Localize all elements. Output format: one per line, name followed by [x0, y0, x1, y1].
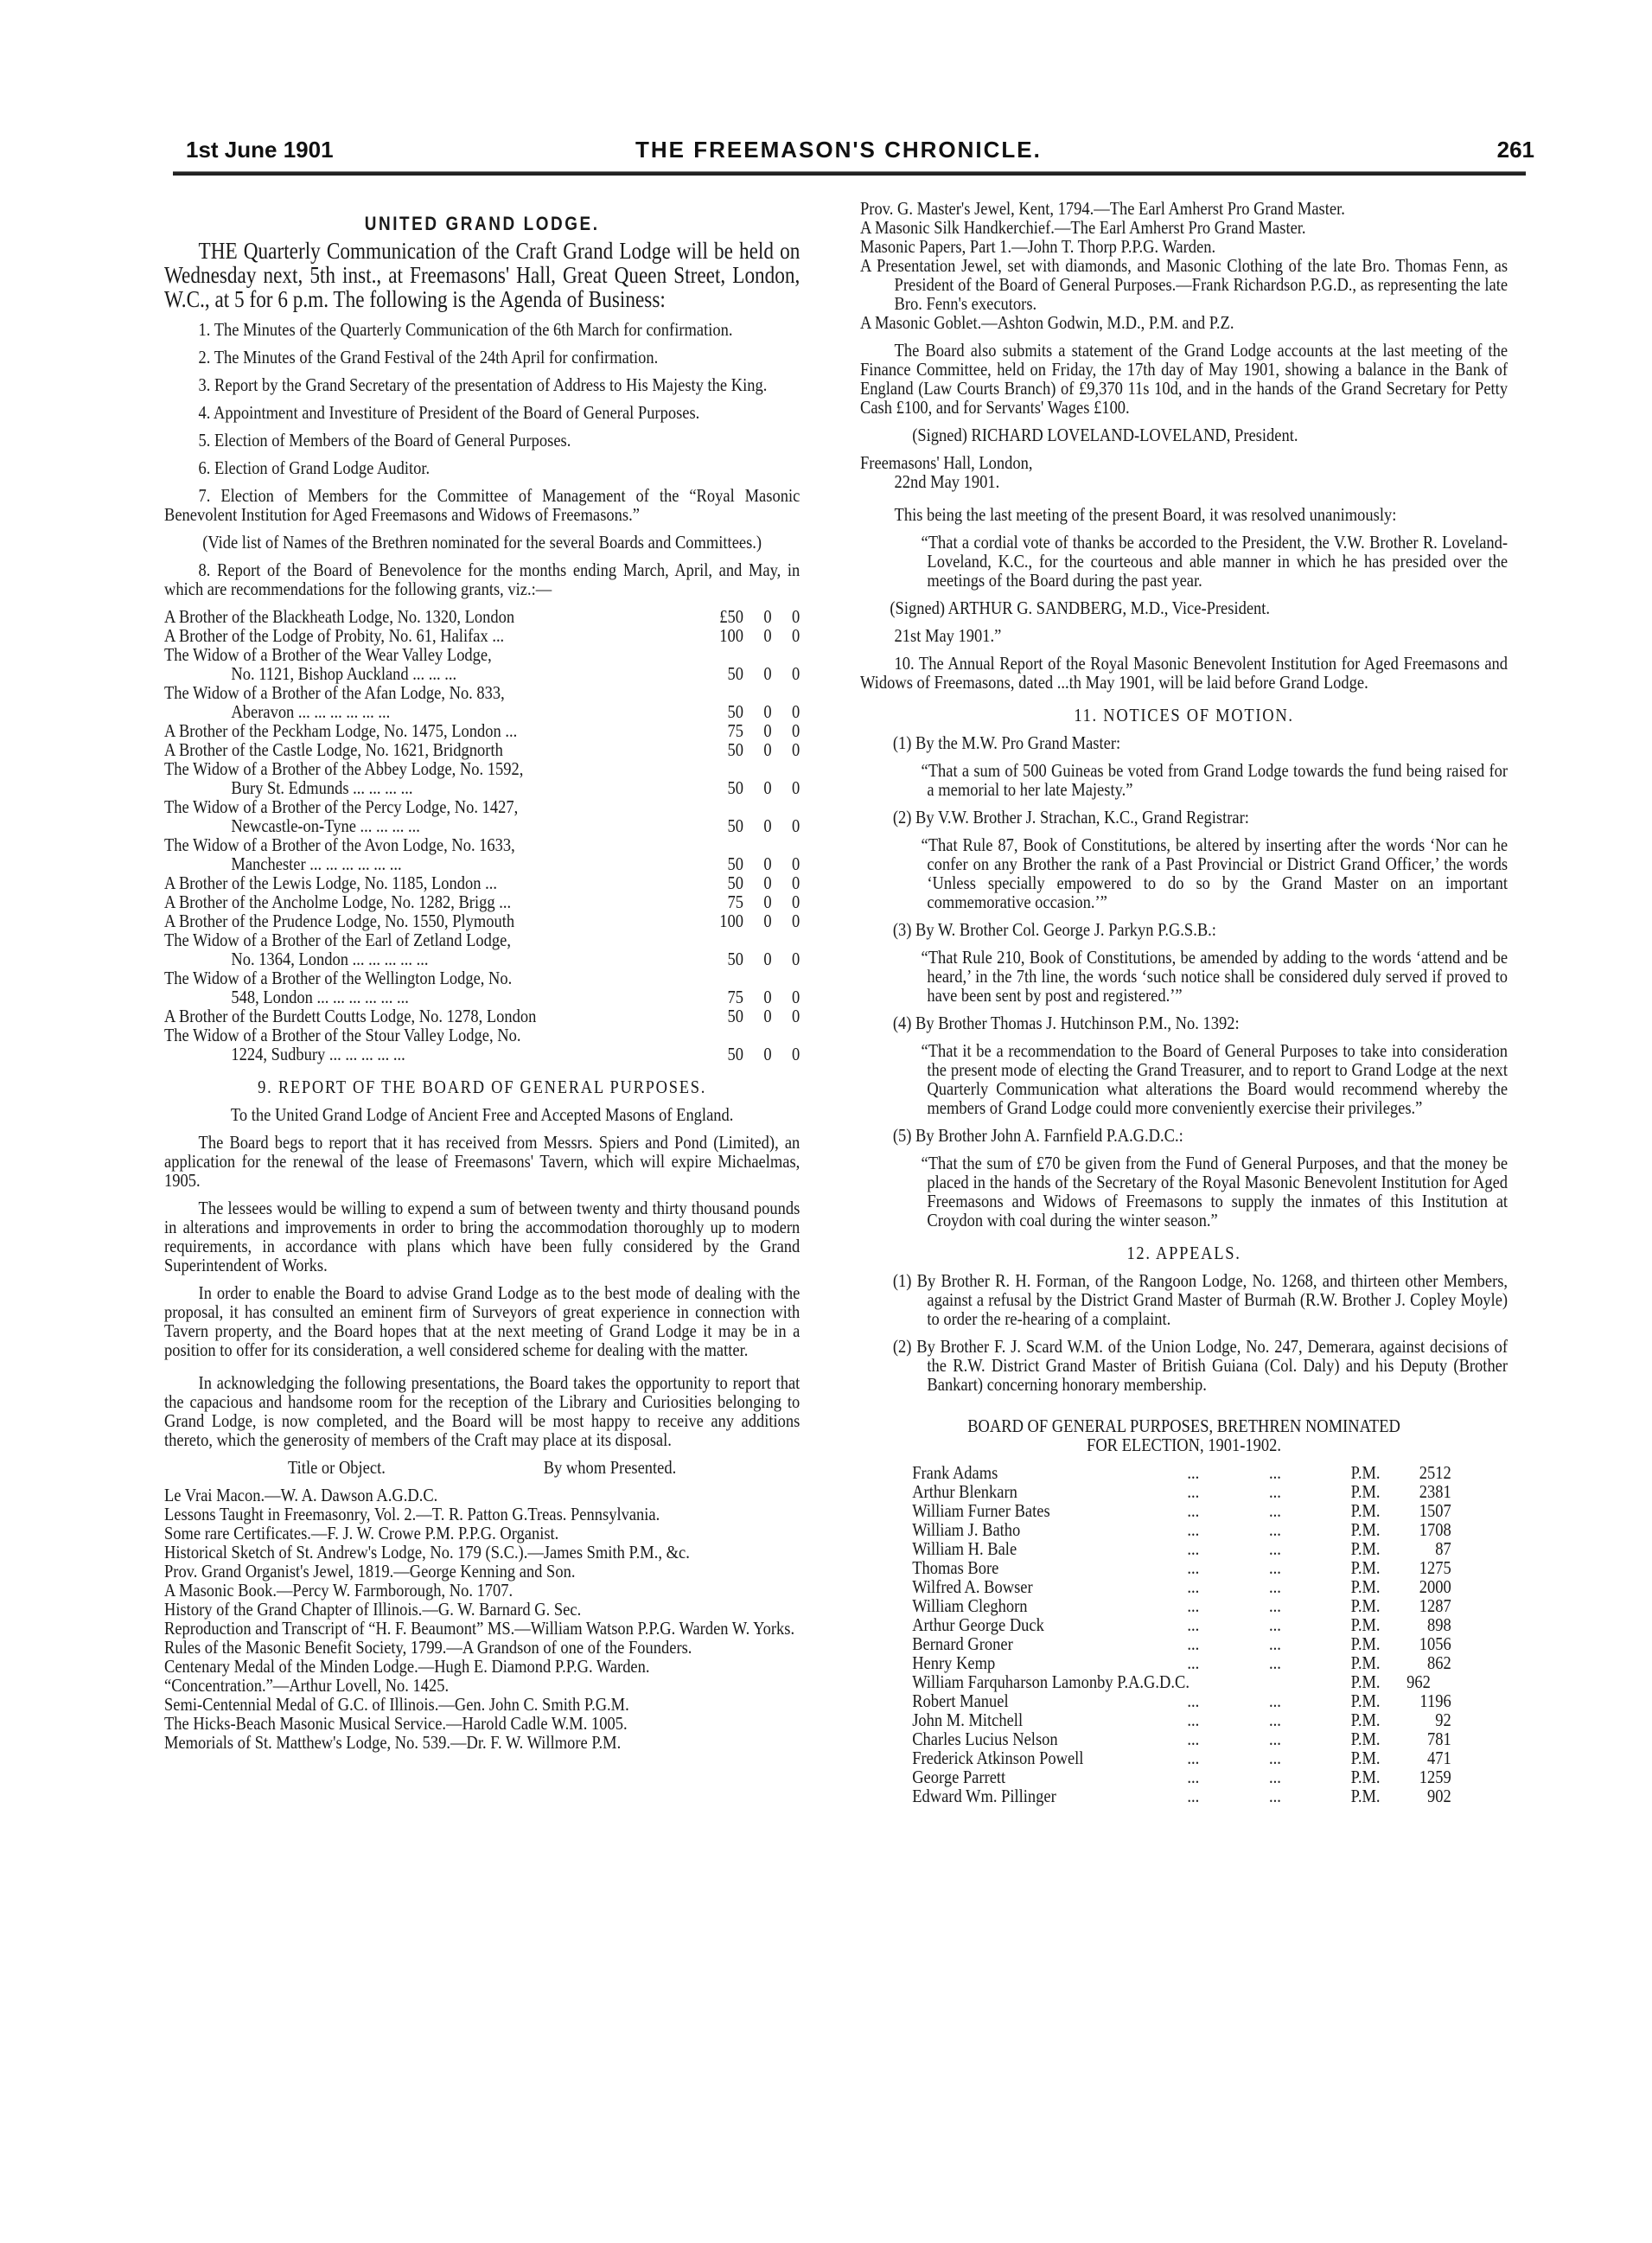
grant-row	[164, 835, 800, 854]
intro-paragraph: THE Quarterly Communication of the Craft Grand Lodge will be held on Wednesday next, 5th inst., at Freemasons' Hall, Great Queen Street, London, W.C., at 5 for 6 p.m. The following is the Agenda of Business:	[164, 238, 800, 312]
pounds: 50	[727, 663, 743, 684]
shillings: 0	[763, 1044, 772, 1064]
nominee-row	[860, 1482, 1508, 1501]
nominee-lodge: 2000	[1419, 1576, 1451, 1597]
pence: 0	[792, 625, 800, 646]
nominee-row	[860, 1691, 1508, 1710]
pounds: 50	[727, 1006, 743, 1026]
shillings: 0	[763, 911, 772, 931]
nominee-rank: P.M.	[1350, 1729, 1381, 1749]
page-header	[186, 130, 1534, 164]
leader-dots: ...	[1187, 1481, 1200, 1502]
appeals-list	[860, 1271, 1508, 1394]
grant-amount	[711, 816, 800, 835]
presentation-item: A Masonic Goblet.—Ashton Godwin, M.D., P.M. and P.Z.	[860, 312, 1234, 333]
vide-note: (Vide list of Names of the Brethren nominated for the several Boards and Committees.)	[202, 532, 762, 553]
leader-dots: ...	[1187, 1595, 1200, 1616]
nominee-name: Henry Kemp	[912, 1652, 996, 1673]
nominee-name: William Furner Bates	[912, 1500, 1050, 1521]
presentation-item: Masonic Papers, Part 1.—John T. Thorp P.P.G. Warden.	[860, 236, 1216, 257]
place: Freemasons' Hall, London,	[860, 452, 1033, 473]
nominee-name: William Cleghorn	[912, 1595, 1028, 1616]
nominee-name: John M. Mitchell	[912, 1709, 1024, 1730]
grant-recipient-cont: No. 1364, London ... ... ... ... ...	[231, 949, 429, 969]
motions-list	[860, 733, 1508, 1230]
presentation-item: Some rare Certificates.—F. J. W. Crowe P.M. P.P.G. Organist.	[164, 1523, 559, 1543]
pounds: 75	[727, 891, 743, 912]
publication-title: THE FREEMASON'S CHRONICLE.	[635, 137, 1042, 163]
grant-row	[164, 626, 800, 645]
grant-row	[164, 892, 800, 911]
nominee-rank: P.M.	[1350, 1671, 1381, 1692]
presentation-item: Semi-Centennial Medal of G.C. of Illinois.—Gen. John C. Smith P.G.M.	[164, 1694, 629, 1715]
pence: 0	[792, 815, 800, 836]
leader-dots: ...	[1187, 1462, 1200, 1483]
nominee-name: Frederick Atkinson Powell	[912, 1748, 1084, 1768]
item-11-title: 11. NOTICES OF MOTION.	[1074, 705, 1294, 725]
leader-dots: ...	[1187, 1652, 1200, 1673]
leader-dots: ...	[1269, 1519, 1281, 1540]
grant-recipient-cont: Bury St. Edmunds ... ... ... ...	[231, 777, 413, 798]
leader-dots: ...	[1269, 1557, 1281, 1578]
grant-amount	[711, 626, 800, 645]
leader-dots: ...	[1269, 1614, 1281, 1635]
nominee-name: William Farquharson Lamonby P.A.G.D.C.	[912, 1671, 1190, 1692]
leader-dots: ...	[1187, 1690, 1200, 1711]
leader-dots: ...	[1269, 1690, 1281, 1711]
presentation-item: A Presentation Jewel, set with diamonds, and Masonic Clothing of the late Bro. Thomas Fenn, as President of the Board of General Purposes.—Frank Richardson P.G.D., as representing the late Bro. Fenn's executors.	[860, 255, 1508, 314]
motion-text: “That the sum of £70 be given from the Fund of General Purposes, and that the money be placed in the hands of the Secretary of the Royal Masonic Benevolent Institution for Aged Freemasons and Widows of Freemasons to supply the inmates of this Institution at Croydon with coal during the winter season.”	[921, 1153, 1508, 1230]
motion-mover: (5) By Brother John A. Farnfield P.A.G.D.C.:	[892, 1125, 1183, 1146]
nominee-row	[860, 1748, 1508, 1767]
nominee-lodge: 902	[1426, 1786, 1451, 1806]
nominee-lodge: 1275	[1419, 1557, 1451, 1578]
shillings: 0	[763, 720, 772, 741]
leader-dots: ...	[1187, 1557, 1200, 1578]
grant-recipient: A Brother of the Blackheath Lodge, No. 1320, London	[164, 606, 515, 627]
nominee-rank: P.M.	[1350, 1690, 1381, 1711]
leader-dots: ...	[1269, 1481, 1281, 1502]
nominee-rank: P.M.	[1350, 1633, 1381, 1654]
pence: 0	[792, 987, 800, 1007]
motion-text: “That Rule 210, Book of Constitutions, be amended by adding to the words ‘attend and be heard,’ in the 7th line, the words ‘such notice shall be considered duly served if proved to have been sent by post and registered.’”	[921, 947, 1508, 1006]
shillings: 0	[763, 853, 772, 874]
pounds: 100	[719, 911, 743, 931]
leader-dots: ...	[1269, 1500, 1281, 1521]
presentation-item: A Masonic Silk Handkerchief.—The Earl Amherst Pro Grand Master.	[860, 217, 1306, 238]
agenda-item: 5. Election of Members of the Board of General Purposes.	[198, 430, 571, 451]
leader-dots: ...	[1269, 1462, 1281, 1483]
nominee-rank: P.M.	[1350, 1557, 1381, 1578]
item-10: 10. The Annual Report of the Royal Masonic Benevolent Institution for Aged Freemasons and Widows of Freemasons, dated ...th May 1901, will be laid before Grand Lodge.	[860, 653, 1508, 693]
pounds: 50	[727, 739, 743, 760]
nominee-lodge: 1196	[1419, 1690, 1451, 1711]
signed-vice-president: (Signed) ARTHUR G. SANDBERG, M.D., Vice-President.	[890, 597, 1271, 618]
grant-amount	[711, 664, 800, 683]
nominee-rank: P.M.	[1350, 1519, 1381, 1540]
grant-recipient: The Widow of a Brother of the Earl of Zetland Lodge,	[164, 930, 511, 950]
grant-amount	[711, 1006, 800, 1026]
agenda-list	[164, 320, 800, 524]
grant-row	[164, 968, 800, 987]
grant-row	[164, 797, 800, 816]
grant-row	[164, 1026, 800, 1045]
agenda-item: 4. Appointment and Investiture of President of the Board of General Purposes.	[198, 402, 700, 423]
nominee-lodge: 87	[1435, 1538, 1451, 1559]
grant-recipient: The Widow of a Brother of the Abbey Lodge, No. 1592,	[164, 758, 524, 779]
leader-dots: ...	[1269, 1767, 1281, 1787]
presentation-item: Historical Sketch of St. Andrew's Lodge, No. 179 (S.C.).—James Smith P.M., &c.	[164, 1542, 690, 1562]
nominee-name: Frank Adams	[912, 1462, 998, 1483]
nominees-subtitle: FOR ELECTION, 1901-1902.	[1087, 1435, 1282, 1455]
grant-recipient: The Widow of a Brother of the Afan Lodge, No. 833,	[164, 682, 505, 703]
pence: 0	[792, 872, 800, 893]
grant-amount	[711, 702, 800, 721]
grant-row	[164, 816, 800, 835]
grant-recipient: A Brother of the Peckham Lodge, No. 1475, London ...	[164, 720, 518, 741]
nominee-lodge: 962	[1406, 1671, 1431, 1692]
nominee-lodge: 1056	[1419, 1633, 1451, 1654]
grant-amount	[711, 911, 800, 930]
motion-mover: (3) By W. Brother Col. George J. Parkyn P.G.S.B.:	[892, 919, 1216, 940]
grant-row	[164, 759, 800, 778]
nominee-lodge: 781	[1426, 1729, 1451, 1749]
nominee-lodge: 1259	[1419, 1767, 1451, 1787]
grant-amount	[711, 892, 800, 911]
grant-recipient: The Widow of a Brother of the Stour Valley Lodge, No.	[164, 1025, 521, 1045]
nominee-rank: P.M.	[1350, 1767, 1381, 1787]
shillings: 0	[763, 872, 772, 893]
shillings: 0	[763, 987, 772, 1007]
nominee-rank: P.M.	[1350, 1595, 1381, 1616]
leader-dots: ...	[1187, 1633, 1200, 1654]
leader-dots: ...	[1187, 1519, 1200, 1540]
nominee-name: George Parrett	[912, 1767, 1006, 1787]
motion-text: “That Rule 87, Book of Constitutions, be altered by inserting after the words ‘Nor can he confer on any Brother the rank of a Past Provincial or District Grand Officer,’ the words ‘Unless specially empowered to do so by the Grand Master on an important commemorative occasion.’”	[921, 834, 1508, 912]
grant-row	[164, 778, 800, 797]
grant-row	[164, 1045, 800, 1064]
grant-row	[164, 664, 800, 683]
nominee-lodge: 2381	[1419, 1481, 1451, 1502]
pounds: 75	[727, 987, 743, 1007]
nominee-name: Wilfred A. Bowser	[912, 1576, 1033, 1597]
leader-dots: ...	[1187, 1767, 1200, 1787]
grant-recipient: A Brother of the Burdett Coutts Lodge, No. 1278, London	[164, 1006, 537, 1026]
accounts-paragraph: The Board also submits a statement of the Grand Lodge accounts at the last meeting of the Finance Committee, held on Friday, the 17th day of May 1901, showing a balance in the Bank of England (Law Courts Branch) of £9,370 11s 10d, and in the hands of the Grand Secretary for Petty Cash £100, and for Servants' Wages £100.	[860, 340, 1508, 418]
nominee-rank: P.M.	[1350, 1576, 1381, 1597]
nominee-row	[860, 1729, 1508, 1748]
report-paragraphs	[164, 1133, 800, 1449]
grant-amount	[711, 740, 800, 759]
leader-dots: ...	[1269, 1538, 1281, 1559]
agenda-item: 7. Election of Members for the Committee of Management of the “Royal Masonic Benevolent Institution for Aged Freemasons and Widows of Freemasons.”	[164, 485, 800, 525]
grant-amount	[711, 1045, 800, 1064]
grant-row	[164, 645, 800, 664]
issue-date: 1st June 1901	[186, 137, 334, 163]
presentations-header	[164, 1458, 800, 1477]
item-9-address: To the United Grand Lodge of Ancient Free and Accepted Masons of England.	[230, 1104, 734, 1125]
shillings: 0	[763, 1006, 772, 1026]
nominee-name: Bernard Groner	[912, 1633, 1013, 1654]
nominee-row	[860, 1463, 1508, 1482]
item-12-title: 12. APPEALS.	[1126, 1243, 1241, 1263]
grant-amount	[711, 854, 800, 873]
presentations-list-continued	[860, 199, 1508, 332]
pence: 0	[792, 1044, 800, 1064]
nominee-name: Arthur Blenkarn	[912, 1481, 1017, 1502]
pence: 0	[792, 739, 800, 760]
agenda-item: 3. Report by the Grand Secretary of the presentation of Address to His Majesty the King.	[198, 374, 768, 395]
nominee-lodge: 1507	[1419, 1500, 1451, 1521]
nominee-name: William J. Batho	[912, 1519, 1021, 1540]
pounds: 50	[727, 872, 743, 893]
presentation-item: History of the Grand Chapter of Illinois.—G. W. Barnard G. Sec.	[164, 1599, 582, 1620]
appeal-item: (1) By Brother R. H. Forman, of the Rangoon Lodge, No. 1268, and thirteen other Members, against a refusal by the District Grand Master of Burmah (R.W. Brother J. Copley Moyle) to order the re-hearing of a complaint.	[892, 1270, 1508, 1329]
grant-recipient-cont: 548, London ... ... ... ... ... ...	[231, 987, 409, 1007]
presentation-item: Centenary Medal of the Minden Lodge.—Hugh E. Diamond P.P.G. Warden.	[164, 1656, 650, 1677]
motion-text: “That it be a recommendation to the Board of General Purposes to take into consideration the present mode of electing the Grand Treasurer, and to report to Grand Lodge at the next Quarterly Communication what alterations the Board would recommend whereby the members of Grand Lodge could more conveniently exercise their privileges.”	[921, 1040, 1508, 1118]
nominee-name: Thomas Bore	[912, 1557, 999, 1578]
grant-row	[164, 987, 800, 1006]
appeal-item: (2) By Brother F. J. Scard W.M. of the Union Lodge, No. 247, Demerara, against decisions of the R.W. District Grand Master of British Guiana (Col. Daly) and his Deputy (Brother Bankart) concerning honorary membership.	[892, 1336, 1508, 1395]
pounds: 50	[727, 815, 743, 836]
nominee-row	[860, 1634, 1508, 1653]
agenda-item: 6. Election of Grand Lodge Auditor.	[198, 457, 431, 478]
page-number: 261	[1496, 137, 1534, 163]
nominee-name: Arthur George Duck	[912, 1614, 1044, 1635]
presentation-item: Le Vrai Macon.—W. A. Dawson A.G.D.C.	[164, 1485, 438, 1505]
nominee-row	[860, 1767, 1508, 1786]
col-title-object: Title or Object.	[288, 1457, 386, 1478]
item-8: 8. Report of the Board of Benevolence for the months ending March, April, and May, in which are recommendations for the following grants, viz.:—	[164, 559, 800, 599]
leader-dots: ...	[1269, 1786, 1281, 1806]
nominee-lodge: 862	[1426, 1652, 1451, 1673]
leader-dots: ...	[1187, 1538, 1200, 1559]
leader-dots: ...	[1269, 1576, 1281, 1597]
item-9-title: 9. REPORT OF THE BOARD OF GENERAL PURPOSES.	[258, 1077, 707, 1097]
grant-recipient: The Widow of a Brother of the Percy Lodge, No. 1427,	[164, 796, 519, 817]
nominees-table	[860, 1463, 1508, 1805]
grant-recipient: The Widow of a Brother of the Wellington Lodge, No.	[164, 968, 513, 988]
grant-recipient: A Brother of the Castle Lodge, No. 1621, Bridgnorth	[164, 739, 503, 760]
grant-row	[164, 911, 800, 930]
leader-dots: ...	[1187, 1576, 1200, 1597]
grant-recipient-cont: Manchester ... ... ... ... ... ...	[231, 853, 402, 874]
presentation-item: Rules of the Masonic Benefit Society, 1799.—A Grandson of one of the Founders.	[164, 1637, 692, 1658]
nominee-row	[860, 1596, 1508, 1615]
signed-president: (Signed) RICHARD LOVELAND-LOVELAND, President.	[912, 425, 1298, 445]
leader-dots: ...	[1269, 1729, 1281, 1749]
presentation-item: “Concentration.”—Arthur Lovell, No. 1425.	[164, 1675, 450, 1696]
grant-recipient-cont: No. 1121, Bishop Auckland ... ... ...	[231, 663, 457, 684]
leader-dots: ...	[1187, 1786, 1200, 1806]
nominee-row	[860, 1710, 1508, 1729]
report-paragraph: The lessees would be willing to expend a sum of between twenty and thirty thousand pounds in alterations and improvements in order to bring the accommodation thoroughly up to modern requirements, in accordance with plans which have been fully considered by the Grand Superintendent of Works.	[164, 1198, 800, 1275]
presentation-item: Prov. G. Master's Jewel, Kent, 1794.—The Earl Amherst Pro Grand Master.	[860, 198, 1345, 219]
grant-row	[164, 683, 800, 702]
pence: 0	[792, 606, 800, 627]
pounds: 50	[727, 777, 743, 798]
leader-dots: ...	[1269, 1652, 1281, 1673]
grant-recipient: A Brother of the Lodge of Probity, No. 61, Halifax ...	[164, 625, 505, 646]
nominee-row	[860, 1577, 1508, 1596]
grant-row	[164, 721, 800, 740]
nominee-rank: P.M.	[1350, 1614, 1381, 1635]
leader-dots: ...	[1269, 1709, 1281, 1730]
nominee-rank: P.M.	[1350, 1462, 1381, 1483]
nominee-lodge: 92	[1435, 1709, 1451, 1730]
report-paragraph: In acknowledging the following presentations, the Board takes the opportunity to report that the capacious and handsome room for the reception of the Library and Curiosities belonging to Grand Lodge, is now completed, and the Board will be most happy to receive any additions thereto, which the generosity of members of the Craft may place at its disposal.	[164, 1372, 800, 1450]
grant-amount	[711, 721, 800, 740]
shillings: 0	[763, 815, 772, 836]
nominee-name: Robert Manuel	[912, 1690, 1009, 1711]
nominee-rank: P.M.	[1350, 1538, 1381, 1559]
nominee-rank: P.M.	[1350, 1709, 1381, 1730]
shillings: 0	[763, 891, 772, 912]
shillings: 0	[763, 701, 772, 722]
left-column	[164, 199, 800, 1752]
leader-dots: ...	[1269, 1595, 1281, 1616]
shillings: 0	[763, 739, 772, 760]
nominees-title: BOARD OF GENERAL PURPOSES, BRETHREN NOMINATED	[967, 1415, 1400, 1436]
grant-recipient-cont: 1224, Sudbury ... ... ... ... ...	[231, 1044, 405, 1064]
grant-row	[164, 873, 800, 892]
nominee-row	[860, 1653, 1508, 1672]
grant-row	[164, 854, 800, 873]
presentation-item: Lessons Taught in Freemasonry, Vol. 2.—T. R. Patton G.Treas. Pennsylvania.	[164, 1504, 660, 1524]
nominee-row	[860, 1520, 1508, 1539]
leader-dots: ...	[1269, 1633, 1281, 1654]
place-date: 22nd May 1901.	[894, 471, 1000, 492]
pounds: 75	[727, 720, 743, 741]
grant-recipient-cont: Aberavon ... ... ... ... ... ...	[231, 701, 391, 722]
grant-recipient: A Brother of the Prudence Lodge, No. 1550, Plymouth	[164, 911, 515, 931]
motion-mover: (1) By the M.W. Pro Grand Master:	[892, 732, 1121, 753]
pounds: 50	[727, 949, 743, 969]
shillings: 0	[763, 606, 772, 627]
nominee-rank: P.M.	[1350, 1652, 1381, 1673]
pounds: 100	[719, 625, 743, 646]
presentation-item: Prov. Grand Organist's Jewel, 1819.—George Kenning and Son.	[164, 1561, 576, 1582]
shillings: 0	[763, 949, 772, 969]
presentations-list	[164, 1486, 800, 1752]
pence: 0	[792, 891, 800, 912]
agenda-item: 2. The Minutes of the Grand Festival of the 24th April for confirmation.	[198, 347, 659, 367]
nominee-row	[860, 1501, 1508, 1520]
nominee-lodge: 471	[1426, 1748, 1451, 1768]
leader-dots: ...	[1269, 1748, 1281, 1768]
vp-date: 21st May 1901.”	[894, 625, 1002, 646]
report-paragraph: In order to enable the Board to advise Grand Lodge as to the best mode of dealing with the proposal, it has consulted an eminent firm of Surveyors of great experience in connection with Tavern property, and the Board hopes that at the next meeting of Grand Lodge it may be in a position to offer for its consideration, a well considered scheme for dealing with the matter.	[164, 1282, 800, 1360]
presentation-item: The Hicks-Beach Masonic Musical Service.—Harold Cadle W.M. 1005.	[164, 1713, 628, 1734]
nominee-row	[860, 1615, 1508, 1634]
grant-recipient: The Widow of a Brother of the Avon Lodge, No. 1633,	[164, 834, 515, 855]
pounds: 50	[727, 1044, 743, 1064]
motion-text: “That a sum of 500 Guineas be voted from Grand Lodge towards the fund being raised for a memorial to her late Majesty.”	[921, 760, 1508, 800]
pence: 0	[792, 663, 800, 684]
presentation-item: Memorials of St. Matthew's Lodge, No. 539.—Dr. F. W. Willmore P.M.	[164, 1732, 622, 1753]
grant-row	[164, 702, 800, 721]
nominee-lodge: 898	[1426, 1614, 1451, 1635]
grant-row	[164, 740, 800, 759]
nominee-rank: P.M.	[1350, 1481, 1381, 1502]
nominee-name: William H. Bale	[912, 1538, 1017, 1559]
pence: 0	[792, 853, 800, 874]
grant-row	[164, 949, 800, 968]
grant-recipient: A Brother of the Ancholme Lodge, No. 1282, Brigg ...	[164, 891, 512, 912]
nominee-name: Charles Lucius Nelson	[912, 1729, 1058, 1749]
shillings: 0	[763, 663, 772, 684]
grant-recipient-cont: Newcastle-on-Tyne ... ... ... ...	[231, 815, 420, 836]
motion-mover: (2) By V.W. Brother J. Strachan, K.C., Grand Registrar:	[892, 807, 1249, 828]
leader-dots: ...	[1187, 1500, 1200, 1521]
grant-amount	[711, 987, 800, 1006]
pounds: £50	[719, 606, 743, 627]
nominee-row	[860, 1786, 1508, 1805]
agenda-item: 1. The Minutes of the Quarterly Communication of the 6th March for confirmation.	[198, 319, 733, 340]
section-title: UNITED GRAND LODGE.	[364, 213, 600, 234]
presentation-item: A Masonic Book.—Percy W. Farmborough, No. 1707.	[164, 1580, 513, 1601]
grant-amount	[711, 778, 800, 797]
nominee-row	[860, 1539, 1508, 1558]
nominee-rank: P.M.	[1350, 1500, 1381, 1521]
pounds: 50	[727, 853, 743, 874]
leader-dots: ...	[1187, 1748, 1200, 1768]
pence: 0	[792, 720, 800, 741]
grant-amount	[711, 949, 800, 968]
grant-recipient: The Widow of a Brother of the Wear Valley Lodge,	[164, 644, 492, 665]
last-meeting: This being the last meeting of the present Board, it was resolved unanimously:	[894, 504, 1397, 525]
pence: 0	[792, 911, 800, 931]
nominee-row	[860, 1672, 1508, 1691]
report-paragraph: The Board begs to report that it has received from Messrs. Spiers and Pond (Limited), an application for the renewal of the lease of Freemasons' Tavern, which will expire Michaelmas, 1905.	[164, 1132, 800, 1191]
pence: 0	[792, 777, 800, 798]
nominee-row	[860, 1558, 1508, 1577]
leader-dots: ...	[1187, 1709, 1200, 1730]
leader-dots: ...	[1187, 1729, 1200, 1749]
header-rule	[173, 171, 1526, 176]
nominee-lodge: 2512	[1419, 1462, 1451, 1483]
leader-dots: ...	[1187, 1614, 1200, 1635]
grant-row	[164, 607, 800, 626]
nominee-name: Edward Wm. Pillinger	[912, 1786, 1056, 1806]
grant-row	[164, 1006, 800, 1026]
pence: 0	[792, 1006, 800, 1026]
pence: 0	[792, 949, 800, 969]
nominee-rank: P.M.	[1350, 1786, 1381, 1806]
nominee-rank: P.M.	[1350, 1748, 1381, 1768]
grant-row	[164, 930, 800, 949]
right-column	[860, 199, 1508, 1805]
shillings: 0	[763, 777, 772, 798]
vote-quote: “That a cordial vote of thanks be accorded to the President, the V.W. Brother R. Loveland-Loveland, K.C., for the courteous and able manner in which he has presided over the meetings of the Board during the past year.	[921, 532, 1508, 591]
grant-recipient: A Brother of the Lewis Lodge, No. 1185, London ...	[164, 872, 497, 893]
col-presented-by: By whom Presented.	[543, 1457, 677, 1478]
pence: 0	[792, 701, 800, 722]
nominee-lodge: 1287	[1419, 1595, 1451, 1616]
motion-mover: (4) By Brother Thomas J. Hutchinson P.M., No. 1392:	[892, 1013, 1240, 1033]
grants-table	[164, 607, 800, 1064]
grant-amount	[711, 607, 800, 626]
pounds: 50	[727, 701, 743, 722]
shillings: 0	[763, 625, 772, 646]
presentation-item: Reproduction and Transcript of “H. F. Beaumont” MS.—William Watson P.P.G. Warden W. Yorks.	[164, 1618, 795, 1639]
grant-amount	[711, 873, 800, 892]
nominee-lodge: 1708	[1419, 1519, 1451, 1540]
